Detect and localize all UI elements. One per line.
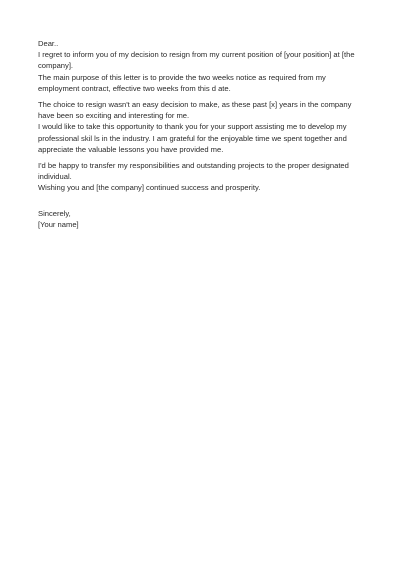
- paragraph-line: appreciate the valuable lessons you have provided me.: [38, 144, 224, 154]
- letter-signature: [Your name]: [38, 219, 79, 229]
- letter-closing: Sincerely,: [38, 208, 71, 218]
- paragraph-1: [38, 49, 368, 94]
- paragraph-line: company].: [38, 61, 74, 71]
- paragraph-line: I regret to inform you of my decision to resign from my current position of [your position] at [the: [38, 50, 355, 60]
- paragraph-line: employment contract, effective two weeks from this d ate.: [38, 83, 231, 93]
- letter-greeting: Dear..: [38, 39, 59, 48]
- paragraph-line: Wishing you and [the company] continued success and prosperity.: [38, 183, 261, 193]
- paragraph-3: [38, 160, 368, 194]
- paragraph-line: individual.: [38, 172, 72, 182]
- paragraph-line: The choice to resign wasn't an easy decision to make, as these past [x] years in the company: [38, 100, 352, 110]
- resignation-letter: [38, 38, 368, 230]
- paragraph-2: [38, 99, 368, 155]
- paragraph-line: professional skil ls in the industry. I am grateful for the enjoyable time we spent together and: [38, 133, 347, 143]
- paragraph-line: have been so exciting and interesting for me.: [38, 111, 190, 121]
- paragraph-line: The main purpose of this letter is to provide the two weeks notice as required from my: [38, 72, 326, 82]
- paragraph-line: I would like to take this opportunity to thank you for your support assisting me to develop my: [38, 122, 347, 132]
- paragraph-line: I'd be happy to transfer my responsibilities and outstanding projects to the proper designated: [38, 161, 349, 171]
